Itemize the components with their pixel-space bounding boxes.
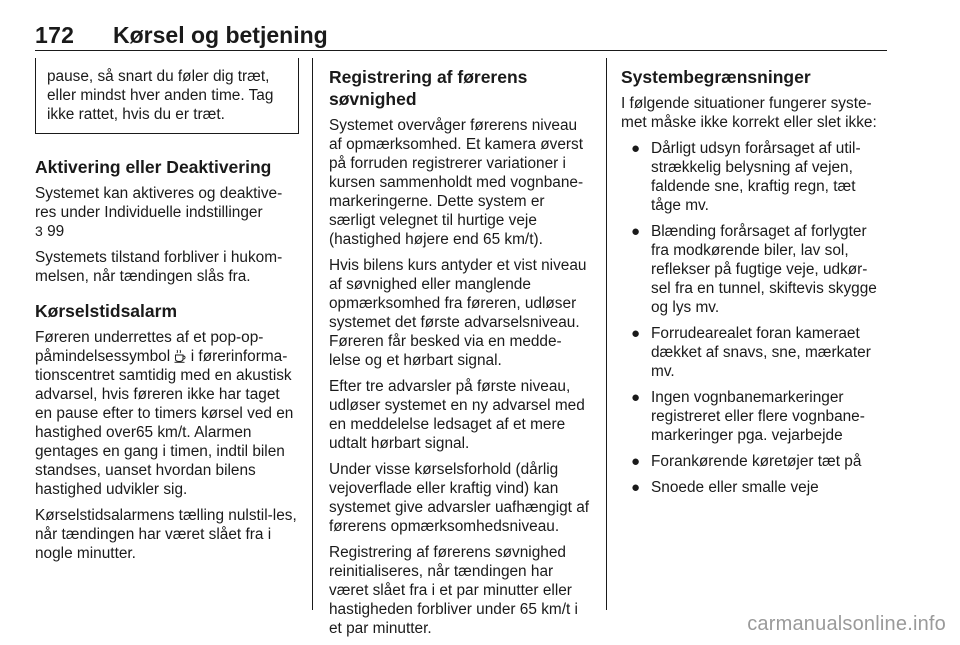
page-header [35, 18, 887, 51]
column-3 [621, 66, 887, 504]
bullet-icon: ● [631, 223, 641, 240]
alarm-text-after: i førerinforma-tionscentret samtidig med en akustisk advarsel, hvis føreren ikke har taget en pause efter to timers kørsel ved en hastighed over65 km/t. Alarmen gentages en gang i timen, indtil bilen standses, uanset hvordan bilens hastighed udvikler sig. [35, 348, 294, 498]
paragraph-activation-1 [35, 184, 299, 241]
reference-arrow-icon: 3 [35, 223, 43, 239]
note-box: pause, så snart du føler dig træt, eller mindst hver anden time. Tag ikke rattet, hvis du er træt. [35, 58, 299, 134]
column-divider-1 [312, 58, 313, 610]
paragraph-drowsiness-3: Efter tre advarsler på første niveau, udløser systemet en ny advarsel med en meddelelse ledsaget af et mere udtalt hørbart signal. [329, 378, 585, 452]
page-reference-link[interactable]: 99 [47, 223, 65, 240]
activation-text: Systemet kan aktiveres og deaktive-res under Individuelle indstillinger [35, 185, 283, 221]
list-item: ● Forrudearealet foran kameraet dækket af snavs, sne, mærkater mv. [631, 325, 871, 380]
heading-activation: Aktivering eller Deaktivering [35, 157, 272, 177]
bullet-icon: ● [631, 389, 641, 406]
list-item: ● Forankørende køretøjer tæt på [631, 453, 862, 470]
paragraph-drowsiness-4: Under visse kørselsforhold (dårlig vejoverflade eller kraftig vind) kan systemet give advarsler uafhængigt af førerens opmærksomhedsniveau. [329, 461, 590, 535]
bullet-icon: ● [631, 140, 641, 157]
column-1 [35, 58, 299, 570]
bullet-icon: ● [631, 453, 641, 470]
bullet-icon: ● [631, 325, 641, 342]
limitations-list [621, 139, 887, 497]
list-item: ● Dårligt udsyn forårsaget af util-strækkelig belysning af vejen, faldende sne, kraftig regn, tæt tåge mv. [631, 140, 861, 214]
page-number: 172 [35, 22, 75, 48]
paragraph-drowsiness-2: Hvis bilens kurs antyder et vist niveau af søvnighed eller manglende opmærksomhed fra føreren, udløser systemet det første advarselsniveau. Føreren får besked via en medde-lelse og et hørbart signal. [329, 257, 587, 369]
column-2 [329, 66, 591, 645]
list-item: ● Snoede eller smalle veje [631, 479, 819, 496]
coffee-cup-icon [174, 349, 186, 363]
heading-driving-time-alarm: Kørselstidsalarm [35, 301, 178, 321]
paragraph-alarm-1 [35, 328, 299, 499]
paragraph-drowsiness-1: Systemet overvåger førerens niveau af opmærksomhed. Et kamera øverst på forruden registrerer variationer i kursen sammenholdt med vognbane-markeringerne. Dette system er særligt velegnet til hurtige veje (hastighed højere end 65 km/t). [329, 117, 584, 248]
watermark: carmanualsonline.info [747, 613, 946, 635]
bullet-icon: ● [631, 479, 641, 496]
heading-system-limitations: Systembegrænsninger [621, 67, 811, 87]
page-title: Kørsel og betjening [113, 22, 328, 48]
list-item: ● Blænding forårsaget af forlygter fra modkørende biler, lav sol, reflekser på fugtige veje, udkør-sel fra en tunnel, skiftevis skygge og lys mv. [631, 223, 877, 316]
paragraph-activation-2: Systemets tilstand forbliver i hukom-melsen, når tændingen slås fra. [35, 249, 283, 285]
paragraph-drowsiness-5: Registrering af førerens søvnighed reinitialiseres, når tændingen har været slået fra i et par minutter eller hastigheden forbliver under 65 km/t i et par minutter. [329, 544, 578, 637]
column-divider-2 [606, 58, 607, 610]
list-item: ● Ingen vognbanemarkeringer registreret eller flere vognbane-markeringer pga. vejarbejde [631, 389, 865, 444]
alarm-text-before: Føreren underrettes af et pop-op-påmindelsessymbol [35, 329, 264, 365]
paragraph-limitations-intro: I følgende situationer fungerer syste-met måske ikke korrekt eller slet ikke: [621, 95, 877, 131]
heading-drowsiness-detection: Registrering af førerens søvnighed [329, 67, 528, 109]
paragraph-alarm-2: Kørselstidsalarmens tælling nulstil-les, når tændingen har været slået fra i nogle minutter. [35, 507, 297, 562]
